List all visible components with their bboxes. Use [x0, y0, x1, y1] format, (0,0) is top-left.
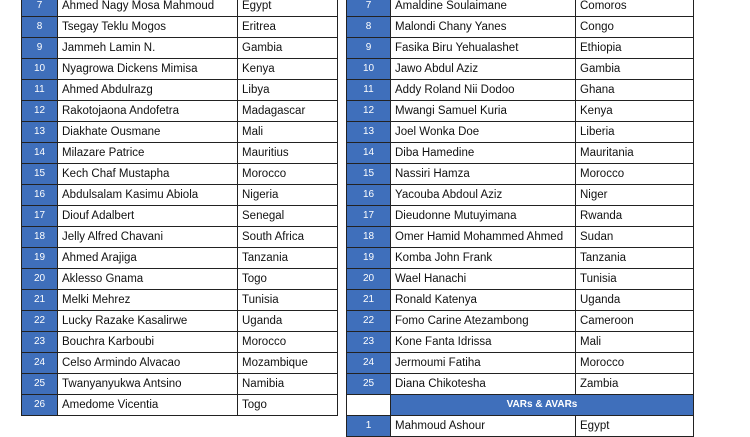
referee-name: Melki Mehrez: [58, 290, 238, 311]
referee-name: Diouf Adalbert: [58, 206, 238, 227]
referee-name: Ahmed Abdulrazg: [58, 80, 238, 101]
referee-name: Tsegay Teklu Mogos: [58, 17, 238, 38]
referee-name: Jammeh Lamin N.: [58, 38, 238, 59]
table-row: [22, 332, 338, 353]
row-number: 18: [22, 227, 58, 248]
row-number: 25: [22, 374, 58, 395]
referee-name: Fasika Biru Yehualashet: [391, 38, 576, 59]
referee-country: Mali: [576, 332, 694, 353]
referee-name: Diba Hamedine: [391, 143, 576, 164]
referee-country: Congo: [576, 17, 694, 38]
referee-country: Egypt: [238, 0, 338, 17]
referee-name: Jelly Alfred Chavani: [58, 227, 238, 248]
row-number: 15: [22, 164, 58, 185]
row-number: 19: [22, 248, 58, 269]
referee-name: Malondi Chany Yanes: [391, 17, 576, 38]
referee-country: Libya: [238, 80, 338, 101]
row-number: 7: [22, 0, 58, 17]
table-row: [22, 290, 338, 311]
table-row: [22, 206, 338, 227]
referee-name: Diakhate Ousmane: [58, 122, 238, 143]
table-row: [347, 227, 694, 248]
row-number: 13: [22, 122, 58, 143]
row-number: 7: [347, 0, 391, 17]
table-row: [347, 248, 694, 269]
referee-name: Diana Chikotesha: [391, 374, 576, 395]
referee-country: Mozambique: [238, 353, 338, 374]
table-row: [347, 185, 694, 206]
referee-country: Comoros: [576, 0, 694, 17]
row-number: 10: [347, 59, 391, 80]
table-row: [347, 164, 694, 185]
referee-name: Bouchra Karboubi: [58, 332, 238, 353]
table-row: [22, 17, 338, 38]
table-row: [22, 80, 338, 101]
referee-name: Kech Chaf Mustapha: [58, 164, 238, 185]
referee-name: Abdulsalam Kasimu Abiola: [58, 185, 238, 206]
table-row: [22, 164, 338, 185]
table-row: [347, 332, 694, 353]
row-number: 23: [22, 332, 58, 353]
table-row: [347, 101, 694, 122]
referee-country: Kenya: [238, 59, 338, 80]
referee-name: Jawo Abdul Aziz: [391, 59, 576, 80]
referee-name: Kone Fanta Idrissa: [391, 332, 576, 353]
table-row: [22, 0, 338, 17]
referee-country: Tunisia: [238, 290, 338, 311]
row-number: 1: [347, 416, 391, 437]
row-number: 22: [347, 311, 391, 332]
table-row: [347, 311, 694, 332]
table-row: [22, 185, 338, 206]
table-row: [347, 374, 694, 395]
row-number: 8: [347, 17, 391, 38]
table-row: [347, 59, 694, 80]
referee-name: Addy Roland Nii Dodoo: [391, 80, 576, 101]
referee-country: Madagascar: [238, 101, 338, 122]
referee-country: Mali: [238, 122, 338, 143]
referee-name: Nassiri Hamza: [391, 164, 576, 185]
referee-name: Ahmed Nagy Mosa Mahmoud: [58, 0, 238, 17]
referee-country: Morocco: [238, 332, 338, 353]
referee-country: Zambia: [576, 374, 694, 395]
referee-name: Lucky Razake Kasalirwe: [58, 311, 238, 332]
referee-country: Mauritania: [576, 143, 694, 164]
referee-country: Kenya: [576, 101, 694, 122]
referee-country: Egypt: [576, 416, 694, 437]
referee-name: Komba John Frank: [391, 248, 576, 269]
referee-name: Milazare Patrice: [58, 143, 238, 164]
referee-country: Nigeria: [238, 185, 338, 206]
table-row: [347, 17, 694, 38]
row-number: 16: [347, 185, 391, 206]
referee-country: Gambia: [576, 59, 694, 80]
table-row: [347, 80, 694, 101]
table-row: [22, 59, 338, 80]
table-row: [347, 353, 694, 374]
row-number: 15: [347, 164, 391, 185]
referee-country: Ethiopia: [576, 38, 694, 59]
referee-name: Omer Hamid Mohammed Ahmed: [391, 227, 576, 248]
table-row: [347, 122, 694, 143]
row-number: 18: [347, 227, 391, 248]
referee-name: Amaldine Soulaimane: [391, 0, 576, 17]
table-row: [347, 143, 694, 164]
referee-country: Tanzania: [576, 248, 694, 269]
row-number: 17: [22, 206, 58, 227]
table-row: [347, 290, 694, 311]
referee-country: Niger: [576, 185, 694, 206]
referee-country: Togo: [238, 395, 338, 416]
referee-name: Ahmed Arajiga: [58, 248, 238, 269]
row-number: 12: [22, 101, 58, 122]
row-number: 14: [22, 143, 58, 164]
referee-name: Yacouba Abdoul Aziz: [391, 185, 576, 206]
referee-name: Ronald Katenya: [391, 290, 576, 311]
referee-name: Fomo Carine Atezambong: [391, 311, 576, 332]
referee-country: Morocco: [238, 164, 338, 185]
row-number: 21: [347, 290, 391, 311]
row-number: 23: [347, 332, 391, 353]
referee-country: Gambia: [238, 38, 338, 59]
referee-country: Morocco: [576, 164, 694, 185]
row-number: 11: [347, 80, 391, 101]
referee-name: Dieudonne Mutuyimana: [391, 206, 576, 227]
referee-country: Namibia: [238, 374, 338, 395]
row-number: 24: [22, 353, 58, 374]
referee-name: Wael Hanachi: [391, 269, 576, 290]
table-row: [22, 374, 338, 395]
referee-country: Tanzania: [238, 248, 338, 269]
table-row: [22, 227, 338, 248]
table-row: [347, 0, 694, 17]
row-number: 20: [22, 269, 58, 290]
referee-name: Rakotojaona Andofetra: [58, 101, 238, 122]
row-number: 20: [347, 269, 391, 290]
referee-country: Cameroon: [576, 311, 694, 332]
referee-country: Senegal: [238, 206, 338, 227]
table-row: [347, 206, 694, 227]
table-row: [22, 395, 338, 416]
referee-country: Ghana: [576, 80, 694, 101]
referee-name: Celso Armindo Alvacao: [58, 353, 238, 374]
referee-country: South Africa: [238, 227, 338, 248]
row-number: 9: [22, 38, 58, 59]
referee-name: Mwangi Samuel Kuria: [391, 101, 576, 122]
referee-country: Liberia: [576, 122, 694, 143]
row-number: 16: [22, 185, 58, 206]
row-number: 24: [347, 353, 391, 374]
row-number: 9: [347, 38, 391, 59]
table-row: [22, 311, 338, 332]
referee-country: Morocco: [576, 353, 694, 374]
table-row: [347, 38, 694, 59]
referee-name: Twanyanyukwa Antsino: [58, 374, 238, 395]
row-number: 19: [347, 248, 391, 269]
table-row: [22, 248, 338, 269]
referee-country: Rwanda: [576, 206, 694, 227]
referee-country: Sudan: [576, 227, 694, 248]
referee-country: Tunisia: [576, 269, 694, 290]
referee-country: Mauritius: [238, 143, 338, 164]
row-number: 13: [347, 122, 391, 143]
referee-name: Jermoumi Fatiha: [391, 353, 576, 374]
vars-avars-header: VARs & AVARs: [391, 395, 694, 416]
row-number: 14: [347, 143, 391, 164]
row-number: 11: [22, 80, 58, 101]
left-referee-table: [21, 0, 338, 416]
table-row: [347, 269, 694, 290]
referee-country: Eritrea: [238, 17, 338, 38]
section-header-row: [347, 395, 694, 416]
right-referee-table: [346, 0, 694, 437]
referee-country: Togo: [238, 269, 338, 290]
row-number: 26: [22, 395, 58, 416]
row-number: 17: [347, 206, 391, 227]
table-row: [22, 353, 338, 374]
table-row: [22, 143, 338, 164]
table-row: [22, 122, 338, 143]
table-row: [22, 269, 338, 290]
referee-name: Nyagrowa Dickens Mimisa: [58, 59, 238, 80]
blank-cell: [347, 395, 391, 416]
referee-name: Joel Wonka Doe: [391, 122, 576, 143]
table-row: [347, 416, 694, 437]
table-row: [22, 101, 338, 122]
row-number: 8: [22, 17, 58, 38]
row-number: 12: [347, 101, 391, 122]
referee-country: Uganda: [576, 290, 694, 311]
referee-name: Mahmoud Ashour: [391, 416, 576, 437]
row-number: 22: [22, 311, 58, 332]
table-row: [22, 38, 338, 59]
row-number: 21: [22, 290, 58, 311]
referee-country: Uganda: [238, 311, 338, 332]
referee-name: Aklesso Gnama: [58, 269, 238, 290]
row-number: 25: [347, 374, 391, 395]
referee-name: Amedome Vicentia: [58, 395, 238, 416]
row-number: 10: [22, 59, 58, 80]
